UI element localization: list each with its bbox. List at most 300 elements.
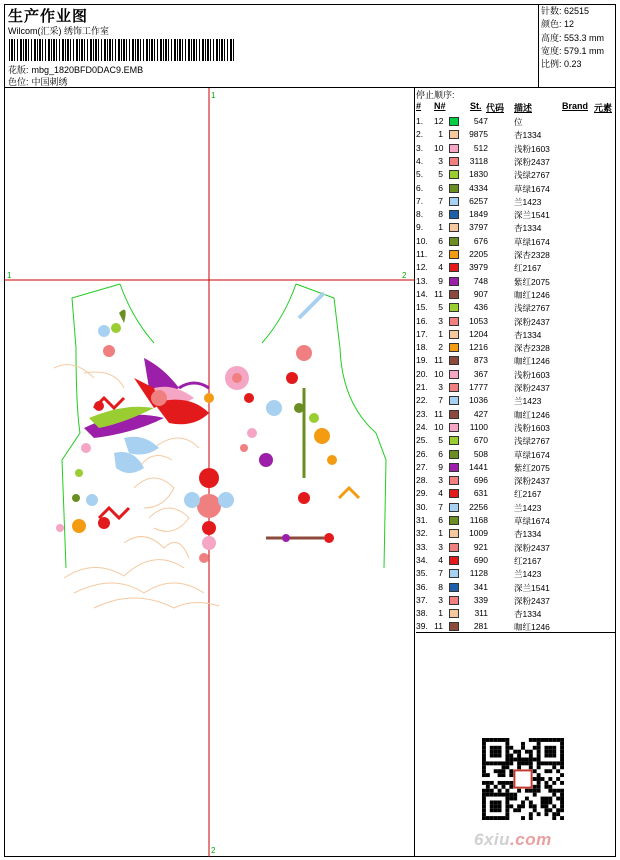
header-stitches: St. (470, 101, 482, 111)
qr-module (544, 781, 548, 785)
color-swatch (449, 622, 459, 631)
row-stitches: 1168 (469, 515, 488, 525)
qr-module (525, 758, 529, 762)
color-swatch (449, 556, 459, 565)
row-stitches: 341 (473, 581, 488, 592)
row-needle: 4 (438, 262, 443, 273)
qr-module (490, 781, 494, 785)
row-needle: 10 (434, 421, 444, 432)
row-needle: 10 (434, 368, 444, 379)
qr-module (537, 738, 541, 742)
row-description: 兰1423 (514, 196, 542, 207)
qr-seal-logo (514, 770, 531, 787)
header (4, 4, 616, 88)
color-swatch (449, 223, 459, 232)
qr-module (498, 781, 502, 785)
qr-module (533, 738, 537, 742)
qr-module (533, 746, 537, 750)
stop-row (416, 368, 616, 381)
row-description: 兰1423 (514, 569, 542, 580)
row-description: 红2167 (514, 555, 542, 566)
row-description: 深杏2328 (514, 343, 550, 354)
qr-module (482, 816, 486, 820)
color-swatch (449, 170, 459, 179)
row-index: 6. (416, 182, 424, 193)
row-index: 1. (416, 116, 424, 126)
color-swatch (449, 117, 459, 126)
qr-module (521, 758, 525, 762)
qr-module (556, 777, 560, 781)
row-index: 22. (416, 395, 428, 406)
qr-module (486, 785, 490, 789)
qr-module (509, 758, 513, 762)
color-swatch (449, 277, 459, 286)
qr-module (537, 761, 541, 765)
qr-module (509, 785, 513, 789)
qr-module (533, 804, 537, 808)
qr-module (529, 789, 533, 793)
qr-module (482, 754, 486, 758)
qr-module (517, 750, 521, 754)
qr-module (560, 773, 564, 777)
qr-module (502, 793, 506, 797)
stat-height: 高度: 553.3 mm (541, 32, 605, 43)
row-stitches: 748 (473, 275, 488, 286)
qr-module (505, 750, 509, 754)
qr-module (482, 793, 486, 797)
qr-module (560, 746, 564, 750)
row-needle: 2 (438, 342, 443, 353)
row-needle: 9 (438, 461, 443, 472)
color-swatch (449, 503, 459, 512)
qr-module (486, 738, 490, 742)
qr-module (541, 777, 545, 781)
qr-module (486, 816, 490, 820)
row-index: 13. (416, 275, 428, 286)
stop-row (416, 248, 616, 261)
qr-code (481, 738, 565, 820)
row-needle: 5 (438, 302, 443, 313)
qr-module (529, 800, 533, 804)
qr-module (560, 758, 564, 762)
row-needle: 10 (434, 142, 444, 153)
qr-module (502, 769, 506, 773)
row-needle: 3 (438, 541, 443, 552)
row-stitches: 907 (473, 288, 488, 299)
qr-module (560, 800, 564, 804)
qr-module (509, 793, 513, 797)
row-index: 38. (416, 608, 428, 619)
qr-module (552, 793, 556, 797)
qr-module (560, 808, 564, 812)
qr-module (552, 816, 556, 820)
qr-module (544, 800, 548, 804)
row-stitches: 676 (473, 235, 488, 246)
embroidery-preview (4, 88, 415, 857)
row-index: 32. (416, 528, 428, 539)
qr-module (513, 750, 517, 754)
color-swatch (449, 516, 459, 525)
qr-module (490, 754, 494, 758)
qr-module (482, 769, 486, 773)
stop-row (416, 581, 616, 594)
color-line (8, 75, 68, 88)
row-index: 25. (416, 435, 428, 446)
qr-module (529, 754, 533, 758)
row-index: 15. (416, 302, 428, 313)
row-stitches: 512 (473, 142, 488, 153)
row-needle: 1 (438, 129, 443, 140)
stop-row (416, 607, 616, 620)
qr-module (548, 746, 552, 750)
qr-module (482, 812, 486, 816)
qr-module (505, 761, 509, 765)
row-description: 杏1334 (514, 130, 542, 141)
qr-module (517, 754, 521, 758)
color-swatch (449, 250, 459, 259)
row-index: 17. (416, 328, 428, 339)
color-swatch (449, 330, 459, 339)
qr-module (537, 758, 541, 762)
qr-module (482, 789, 486, 793)
qr-module (525, 789, 529, 793)
design-canvas[interactable] (4, 88, 415, 857)
row-needle: 1 (438, 328, 443, 339)
row-stitches: 3797 (469, 222, 488, 233)
qr-module (521, 746, 525, 750)
row-needle: 11 (434, 355, 443, 366)
header-code: 代码 (486, 103, 505, 113)
stop-row (416, 421, 616, 434)
qr-module (490, 750, 494, 754)
qr-module (521, 804, 525, 808)
qr-module (552, 746, 556, 750)
qr-module (482, 742, 486, 746)
qr-module (502, 773, 506, 777)
qr-module (533, 777, 537, 781)
row-stitches: 547 (473, 116, 488, 126)
row-stitches: 339 (473, 594, 488, 605)
qr-module (552, 804, 556, 808)
watermark: 6xiu.com (474, 830, 552, 849)
row-stitches: 9875 (469, 129, 488, 140)
stop-sequence-panel (416, 88, 616, 633)
stop-row (416, 328, 616, 341)
qr-module (502, 761, 506, 765)
qr-module (502, 738, 506, 742)
row-description: 深兰1541 (514, 210, 550, 221)
qr-module (498, 761, 502, 765)
row-description: 杏1334 (514, 223, 542, 234)
right-front-outline (296, 284, 386, 568)
marker-1-top: 1 (211, 91, 216, 100)
qr-module (521, 742, 525, 746)
row-needle: 1 (438, 222, 443, 233)
header-brand: Brand (562, 101, 589, 111)
row-needle: 11 (434, 621, 443, 632)
qr-module (529, 765, 533, 769)
stop-row (416, 620, 616, 633)
qr-module (556, 812, 560, 816)
row-description: 浅粉1603 (514, 369, 550, 380)
qr-module (529, 804, 533, 808)
qr-module (505, 808, 509, 812)
stop-row (416, 594, 616, 607)
qr-module (498, 789, 502, 793)
color-swatch (449, 184, 459, 193)
qr-module (498, 793, 502, 797)
stat-colors: 颜色: 12 (541, 19, 575, 30)
qr-module (537, 777, 541, 781)
stop-row (416, 142, 616, 155)
qr-module (490, 789, 494, 793)
stop-row (416, 527, 616, 540)
stop-row (416, 567, 616, 580)
row-description: 红2167 (514, 263, 542, 274)
qr-module (517, 761, 521, 765)
qr-module (486, 781, 490, 785)
color-swatch (449, 476, 459, 485)
qr-module (494, 761, 498, 765)
stop-row (416, 554, 616, 567)
row-needle: 5 (438, 169, 443, 180)
qr-module (521, 800, 525, 804)
row-description: 草绿1674 (514, 449, 550, 460)
stats-panel (541, 5, 604, 71)
row-needle: 5 (438, 435, 443, 446)
qr-module (486, 789, 490, 793)
qr-module (502, 785, 506, 789)
qr-module (498, 804, 502, 808)
qr-module (560, 742, 564, 746)
qr-module (552, 781, 556, 785)
qr-module (486, 773, 490, 777)
qr-module (482, 750, 486, 754)
row-stitches: 1036 (469, 395, 488, 406)
qr-module (533, 769, 537, 773)
row-index: 31. (416, 515, 428, 525)
row-stitches: 1100 (469, 421, 488, 432)
color-swatch (449, 423, 459, 432)
qr-module (548, 797, 552, 801)
row-description: 红2167 (514, 489, 542, 500)
stop-row (416, 128, 616, 141)
row-needle: 6 (438, 182, 443, 193)
row-stitches: 1441 (469, 461, 488, 472)
qr-module (498, 750, 502, 754)
row-index: 36. (416, 581, 428, 592)
qr-module (544, 797, 548, 801)
qr-module (505, 738, 509, 742)
qr-module (544, 785, 548, 789)
qr-module (560, 765, 564, 769)
row-description: 杏1334 (514, 329, 542, 340)
row-description: 草绿1674 (514, 183, 550, 194)
qr-module (494, 804, 498, 808)
color-swatch (449, 463, 459, 472)
qr-module (494, 808, 498, 812)
stop-row (416, 182, 616, 195)
qr-module (548, 738, 552, 742)
stop-row (416, 341, 616, 354)
stop-row (416, 195, 616, 208)
qr-module (513, 808, 517, 812)
row-description: 紫红2075 (514, 462, 550, 473)
row-needle: 8 (438, 581, 443, 592)
header-num: # (416, 101, 422, 111)
row-description: 浅绿2767 (514, 436, 550, 447)
stop-row (416, 208, 616, 221)
qr-module (544, 769, 548, 773)
qr-module (490, 800, 494, 804)
qr-module (494, 738, 498, 742)
row-stitches: 670 (473, 435, 488, 446)
row-stitches: 631 (473, 488, 488, 499)
stop-row (416, 155, 616, 168)
row-description: 杏1334 (514, 529, 542, 540)
qr-module (544, 754, 548, 758)
color-swatch (449, 396, 459, 405)
row-needle: 1 (438, 608, 443, 619)
qr-module (498, 769, 502, 773)
qr-module (541, 738, 545, 742)
row-stitches: 436 (473, 302, 488, 313)
stop-row (416, 541, 616, 554)
row-index: 23. (416, 408, 428, 419)
qr-module (486, 793, 490, 797)
row-index: 2. (416, 129, 424, 140)
qr-module (490, 808, 494, 812)
qr-module (482, 761, 486, 765)
row-stitches: 1204 (469, 328, 488, 339)
row-index: 9. (416, 222, 424, 233)
qr-module (513, 793, 517, 797)
row-needle: 7 (438, 195, 443, 206)
stop-row (416, 381, 616, 394)
qr-module (490, 738, 494, 742)
stop-row (416, 461, 616, 474)
row-stitches: 2205 (469, 249, 488, 259)
row-index: 5. (416, 169, 424, 180)
qr-module (498, 754, 502, 758)
row-description: 浅绿2767 (514, 303, 550, 314)
row-index: 3. (416, 142, 424, 153)
pattern-label: 花版: (8, 65, 29, 75)
row-description: 深粉2437 (514, 595, 550, 606)
qr-module (509, 769, 513, 773)
color-swatch (449, 263, 459, 272)
qr-module (537, 812, 541, 816)
qr-module (537, 773, 541, 777)
qr-module (548, 777, 552, 781)
qr-module (552, 765, 556, 769)
row-needle: 11 (434, 288, 443, 299)
row-stitches: 311 (474, 608, 488, 619)
qr-module (552, 761, 556, 765)
qr-module (548, 785, 552, 789)
page-title: 生产作业图 (8, 8, 89, 25)
qr-module (505, 754, 509, 758)
stop-row (416, 315, 616, 328)
qr-module (482, 797, 486, 801)
row-needle: 1 (438, 528, 443, 539)
row-description: 杏1334 (514, 609, 542, 620)
color-swatch (449, 317, 459, 326)
row-stitches: 367 (473, 368, 488, 379)
stop-row (416, 354, 616, 367)
color-value: 中国刺绣 (31, 77, 68, 87)
row-needle: 2 (438, 249, 443, 259)
stop-row (416, 301, 616, 314)
qr-module (560, 793, 564, 797)
row-index: 7. (416, 195, 424, 206)
qr-module (502, 816, 506, 820)
color-swatch (449, 157, 459, 166)
row-stitches: 1216 (469, 342, 488, 353)
qr-module (548, 750, 552, 754)
qr-module (560, 738, 564, 742)
qr-module (494, 793, 498, 797)
row-description: 深粉2437 (514, 316, 550, 327)
qr-module (537, 785, 541, 789)
row-description: 深粉2437 (514, 156, 550, 167)
qr-module (529, 816, 533, 820)
color-swatch (449, 596, 459, 605)
qr-module (498, 808, 502, 812)
row-needle: 7 (438, 568, 443, 579)
stop-row (416, 448, 616, 461)
qr-module (560, 804, 564, 808)
qr-module (521, 761, 525, 765)
marker-2-right: 2 (402, 271, 407, 280)
stat-stitches: 针数: 62515 (541, 6, 590, 16)
qr-module (482, 800, 486, 804)
qr-module (541, 761, 545, 765)
color-swatch (449, 303, 459, 312)
row-needle: 3 (438, 382, 443, 392)
qr-module (521, 816, 525, 820)
row-needle: 8 (438, 209, 443, 220)
row-description: 咖红1246 (514, 356, 550, 367)
barcode (9, 39, 235, 61)
row-index: 21. (416, 382, 428, 392)
row-index: 34. (416, 554, 428, 565)
color-swatch (449, 197, 459, 206)
color-swatch (449, 609, 459, 618)
qr-module (486, 761, 490, 765)
qr-module (517, 808, 521, 812)
row-description: 浅绿2767 (514, 170, 550, 181)
row-index: 29. (416, 488, 428, 499)
row-index: 39. (416, 621, 428, 632)
row-description: 深粉2437 (514, 476, 550, 487)
qr-module (537, 742, 541, 746)
row-index: 14. (416, 288, 428, 299)
qr-module (505, 758, 509, 762)
qr-module (560, 781, 564, 785)
qr-module (541, 800, 545, 804)
row-description: 兰1423 (514, 502, 542, 513)
row-stitches: 4334 (469, 182, 488, 193)
row-index: 35. (416, 568, 428, 579)
qr-module (509, 746, 513, 750)
stop-row (416, 235, 616, 248)
qr-module (505, 804, 509, 808)
qr-module (517, 758, 521, 762)
qr-module (537, 750, 541, 754)
qr-module (505, 765, 509, 769)
color-swatch (449, 410, 459, 419)
